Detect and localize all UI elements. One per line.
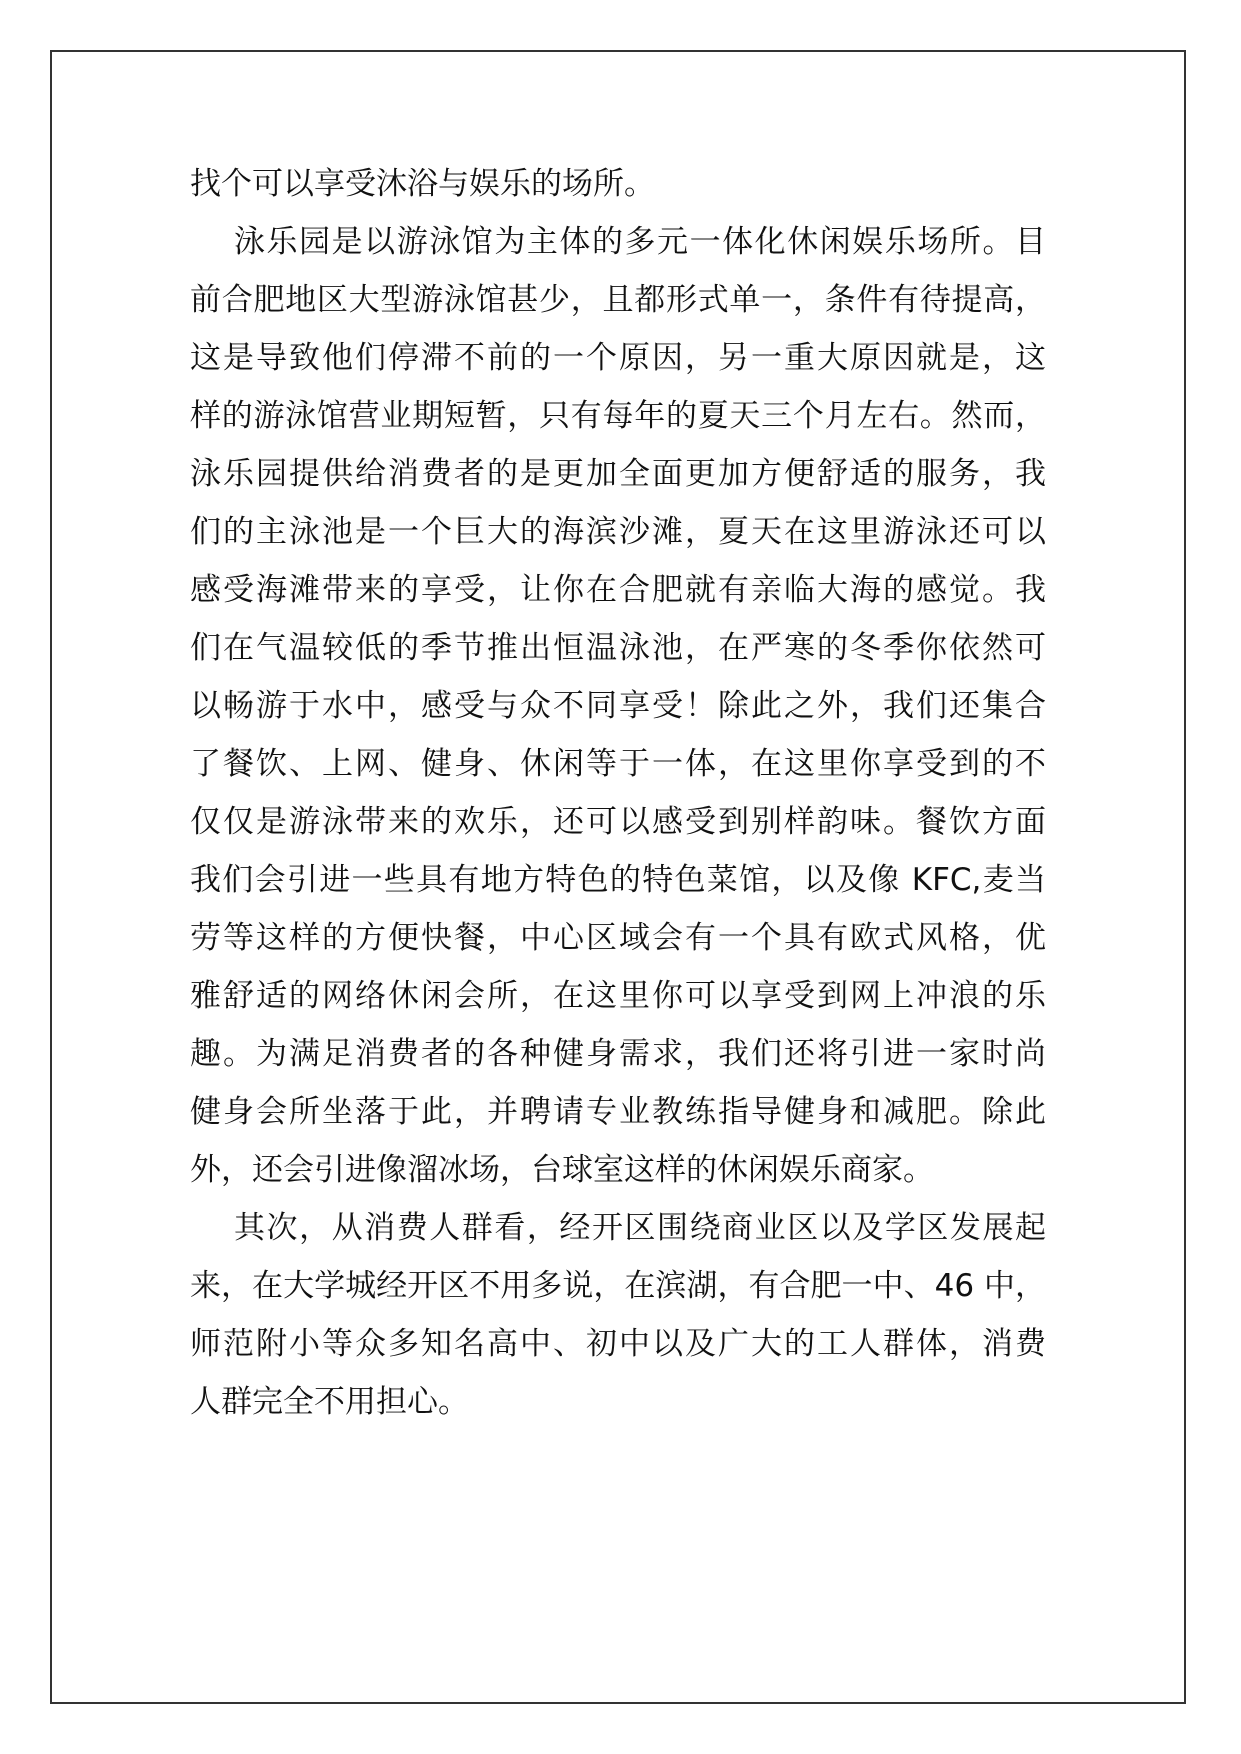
paragraph-start-line: 其次，从消费人群看，经开区围绕商业区以及学区发展起: [234, 1210, 1046, 1246]
text-line: 感受海滩带来的享受，让你在合肥就有亲临大海的感觉。我: [190, 572, 1046, 608]
text-line: 以畅游于水中，感受与众不同享受！除此之外，我们还集合: [190, 688, 1046, 724]
text-line: 样的游泳馆营业期短暂，只有每年的夏天三个月左右。然而，: [190, 398, 1046, 434]
paragraph-end-line: 人群完全不用担心。: [190, 1384, 469, 1420]
text-line: 雅舒适的网络休闲会所，在这里你可以享受到网上冲浪的乐: [190, 978, 1046, 1014]
text-line: 我们会引进一些具有地方特色的特色菜馆，以及像 KFC,麦当: [190, 862, 1046, 898]
text-line: 趣。为满足消费者的各种健身需求，我们还将引进一家时尚: [190, 1036, 1046, 1072]
text-line: 这是导致他们停滞不前的一个原因，另一重大原因就是，这: [190, 340, 1046, 376]
text-line: 健身会所坐落于此，并聘请专业教练指导健身和减肥。除此: [190, 1094, 1046, 1130]
text-line: 了餐饮、上网、健身、休闲等于一体，在这里你享受到的不: [190, 746, 1046, 782]
text-line: 前合肥地区大型游泳馆甚少，且都形式单一，条件有待提高，: [190, 282, 1046, 318]
text-line: 仅仅是游泳带来的欢乐，还可以感受到别样韵味。餐饮方面: [190, 804, 1046, 840]
text-line: 师范附小等众多知名高中、初中以及广大的工人群体，消费: [190, 1326, 1046, 1362]
text-line: 劳等这样的方便快餐，中心区域会有一个具有欧式风格，优: [190, 920, 1046, 956]
text-line: 们在气温较低的季节推出恒温泳池，在严寒的冬季你依然可: [190, 630, 1046, 666]
text-line: 泳乐园提供给消费者的是更加全面更加方便舒适的服务，我: [190, 456, 1046, 492]
text-line: 们的主泳池是一个巨大的海滨沙滩，夏天在这里游泳还可以: [190, 514, 1046, 550]
paragraph-end-line: 外，还会引进像溜冰场，台球室这样的休闲娱乐商家。: [190, 1152, 934, 1188]
document-body: [190, 155, 1046, 1431]
text-line: 找个可以享受沐浴与娱乐的场所。: [190, 166, 655, 202]
paragraph-start-line: 泳乐园是以游泳馆为主体的多元一体化休闲娱乐场所。目: [234, 224, 1046, 260]
text-line: 来，在大学城经开区不用多说，在滨湖，有合肥一中、46 中，: [190, 1268, 1046, 1304]
